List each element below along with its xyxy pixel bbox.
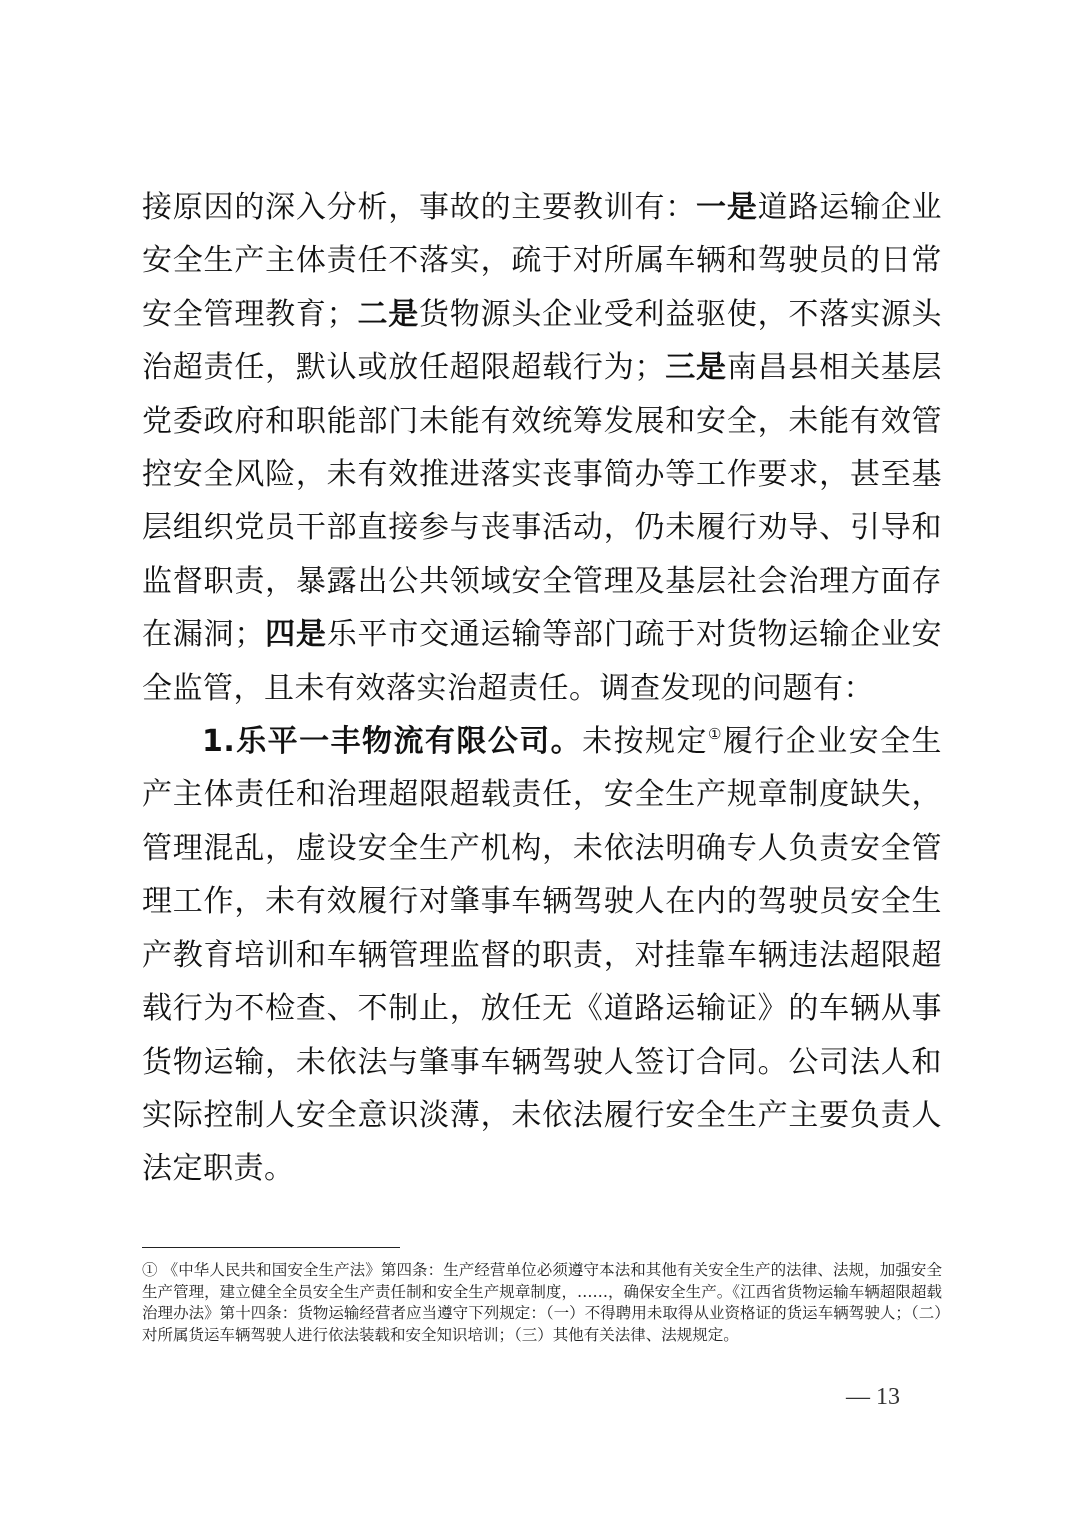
body-text — [142, 181, 942, 1196]
keyword-third: 三是 — [664, 350, 727, 386]
text-segment: 货物源头企业受利益驱使，不落实源头治超责任，默认或放任超限超载行为； — [142, 296, 943, 386]
footnote-text: ① 《中华人民共和国安全生产法》第四条：生产经营单位必须遵守本法和其他有关安全生产的法律、法规，加强安全生产管理，建立健全全员安全生产责任制和安全生产规章制度，……，确保安全生产。《江西省货物运输车辆超限超载治理办法》第十四条：货物运输经营者应当遵守下列规定：（一）不得聘用未取得从业资格证的货运车辆驾驶人；（二）对所属货运车辆驾驶人进行依法装载和安全知识培训；（三）其他有关法律、法规规定。 — [142, 1261, 942, 1344]
keyword-first: 一是 — [696, 190, 758, 225]
keyword-fourth: 四是 — [264, 617, 327, 653]
footnote-divider — [142, 1247, 400, 1248]
text-segment: 道路运输企业安全生产主体责任不落实，疏于对所属车辆和驾驶员的日常安全管理教育； — [142, 190, 943, 332]
keyword-second: 二是 — [357, 296, 420, 332]
page-number: — 13 — [846, 1384, 900, 1410]
company-lead: 1.乐平一丰物流有限公司。 — [202, 724, 583, 760]
paragraph-lessons — [142, 181, 942, 715]
paragraph-company — [142, 715, 942, 1196]
text-segment: 未按规定 — [582, 724, 708, 760]
text-segment: 履行企业安全生产主体责任和治理超限超载责任，安全生产规章制度缺失，管理混乱，虚设安全生产机构，未依法明确专人负责安全管理工作，未有效履行对肇事车辆驾驶人在内的驾驶员安全生产教育培训和车辆管理监督的职责，对挂靠车辆违法超限超载行为不检查、不制止，放任无《道路运输证》的车辆从事货物运输，未依法与肇事车辆驾驶人签订合同。公司法人和实际控制人安全意识淡薄，未依法履行安全生产主要负责人法定职责。 — [142, 724, 943, 1187]
text-segment: 接原因的深入分析，事故的主要教训有： — [142, 190, 697, 225]
text-segment: 南昌县相关基层党委政府和职能部门未能有效统筹发展和安全，未能有效管控安全风险，未有效推进落实丧事简办等工作要求，甚至基层组织党员干部直接参与丧事活动，仍未履行劝导、引导和监督职责，暴露出公共领域安全管理及基层社会治理方面存在漏洞； — [142, 350, 943, 653]
footnote-reference[interactable]: ① — [707, 725, 723, 744]
text-segment: 乐平市交通运输等部门疏于对货物运输企业安全监管，且未有效落实治超责任。调查发现的问题有： — [142, 617, 943, 706]
